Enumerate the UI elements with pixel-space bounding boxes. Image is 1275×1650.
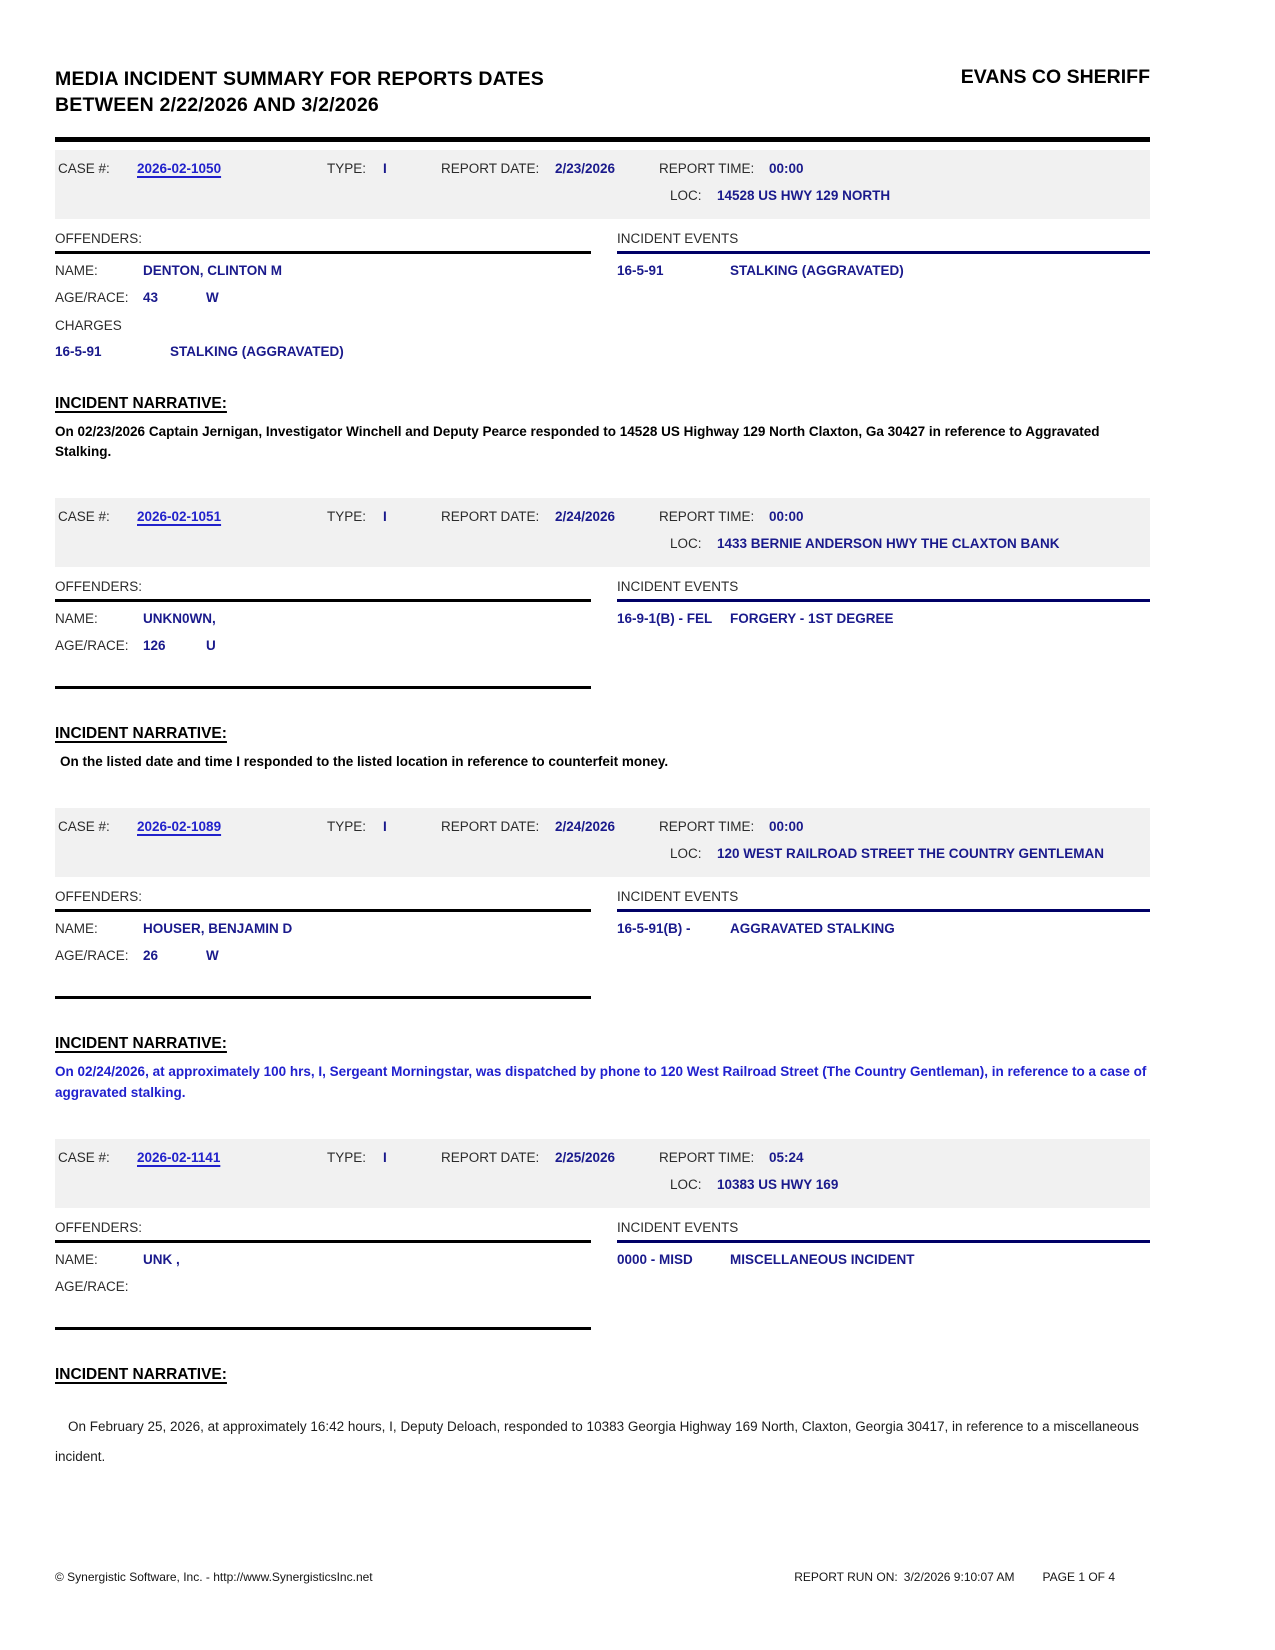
case-label: CASE #: (58, 509, 110, 525)
location-label: LOC: (670, 536, 702, 552)
report-date-label: REPORT DATE: (441, 1149, 540, 1165)
header-divider (55, 137, 1150, 142)
incident-events-heading: INCIDENT EVENTS (617, 1219, 739, 1235)
charge-code: 16-5-91 (55, 343, 102, 359)
location-row (58, 1177, 1150, 1195)
narrative-text: On February 25, 2026, at approximately 16:42 hours, I, Deputy Deloach, responded to 10383 Georgia Highway 169 North, Claxton, Georgia 30417, in reference to a miscellaneous incident. (55, 1418, 1139, 1464)
event-row (617, 921, 1150, 936)
name-label: NAME: (55, 921, 98, 937)
type-label: TYPE: (327, 509, 367, 525)
case-header-band (55, 498, 1150, 567)
incident-events-heading: INCIDENT EVENTS (617, 579, 739, 595)
offenders-section (55, 579, 591, 689)
case-header-row (58, 819, 1150, 837)
incident-events-section (617, 231, 1150, 359)
offenders-close-divider (55, 686, 591, 689)
narrative-heading: INCIDENT NARRATIVE: (55, 1365, 227, 1383)
offenders-section (55, 889, 591, 999)
event-code: 16-9-1(B) - FEL (617, 611, 713, 627)
incident-events-divider (617, 251, 1150, 254)
type-label: TYPE: (327, 819, 367, 835)
event-description: AGGRAVATED STALKING (730, 921, 895, 937)
age-race-label: AGE/RACE: (55, 1278, 129, 1294)
offenders-section (55, 231, 591, 359)
location-value: 1433 BERNIE ANDERSON HWY THE CLAXTON BANK (717, 536, 1060, 552)
location-row (58, 846, 1150, 864)
location-value: 14528 US HWY 129 NORTH (717, 187, 891, 203)
type-value: I (383, 819, 387, 835)
charges-heading: CHARGES (55, 317, 122, 333)
event-code: 16-5-91(B) - (617, 921, 691, 937)
location-value: 10383 US HWY 169 (717, 1176, 839, 1192)
event-code: 0000 - MISD (617, 1251, 693, 1267)
charge-description: STALKING (AGGRAVATED) (170, 343, 344, 359)
case-number-link[interactable]: 2026-02-1051 (137, 509, 222, 525)
case-label: CASE #: (58, 1149, 110, 1165)
offenders-divider (55, 251, 591, 254)
case-label: CASE #: (58, 819, 110, 835)
offenders-heading: OFFENDERS: (55, 230, 143, 246)
report-time-value: 00:00 (769, 819, 804, 835)
case-header-band (55, 808, 1150, 877)
location-row (58, 188, 1150, 206)
report-run-timestamp: 3/2/2026 9:10:07 AM (903, 1570, 1015, 1584)
location-row (58, 536, 1150, 554)
name-row (55, 263, 591, 281)
incident-events-divider (617, 1240, 1150, 1243)
incident-events-divider (617, 599, 1150, 602)
case-columns (55, 579, 1150, 689)
event-description: MISCELLANEOUS INCIDENT (730, 1251, 915, 1267)
type-value: I (383, 1149, 387, 1165)
incident-events-heading: INCIDENT EVENTS (617, 889, 739, 905)
agency-name: EVANS CO SHERIFF (960, 66, 1150, 88)
page-title (55, 66, 544, 119)
type-label: TYPE: (327, 160, 367, 176)
age-race-row (55, 1279, 591, 1297)
offenders-heading: OFFENDERS: (55, 1219, 143, 1235)
report-time-label: REPORT TIME: (659, 160, 755, 176)
narrative-heading: INCIDENT NARRATIVE: (55, 394, 227, 412)
narrative-text: On 02/23/2026 Captain Jernigan, Investigator Winchell and Deputy Pearce responded to 14528 US Highway 129 North Claxton, Ga 30427 in reference to Aggravated Stalking. (55, 423, 1100, 459)
name-label: NAME: (55, 1251, 98, 1267)
case-columns (55, 1220, 1150, 1330)
page-number: PAGE 1 OF 4 (1042, 1570, 1115, 1584)
offenders-divider (55, 909, 591, 912)
offenders-divider (55, 1240, 591, 1243)
page-title-line2: BETWEEN 2/22/2026 AND 3/2/2026 (55, 94, 379, 117)
race-value: W (206, 948, 219, 964)
offender-name-value: DENTON, CLINTON M (143, 262, 283, 278)
report-time-label: REPORT TIME: (659, 509, 755, 525)
narrative-text: On 02/24/2026, at approximately 100 hrs, I, Sergeant Morningstar, was dispatched by phone to 120 West Railroad Street (The Country Gentleman), in reference to a case of aggravated stalking. (55, 1064, 1147, 1100)
name-row (55, 611, 591, 629)
name-row (55, 921, 591, 939)
case-block-1 (55, 150, 1150, 463)
offenders-heading: OFFENDERS: (55, 889, 143, 905)
report-time-label: REPORT TIME: (659, 819, 755, 835)
page-footer (55, 1570, 1150, 1584)
charge-row (55, 344, 591, 359)
incident-events-heading: INCIDENT EVENTS (617, 230, 739, 246)
location-label: LOC: (670, 1176, 702, 1192)
narrative-text: On the listed date and time I responded to the listed location in reference to counterfeit money. (60, 754, 669, 770)
incident-events-section (617, 1220, 1150, 1330)
narrative-heading: INCIDENT NARRATIVE: (55, 725, 227, 743)
incident-events-section (617, 579, 1150, 689)
offenders-section (55, 1220, 591, 1330)
case-block-4 (55, 1139, 1150, 1471)
age-race-row (55, 290, 591, 308)
report-run-label: REPORT RUN ON: (794, 1570, 898, 1584)
offenders-heading: OFFENDERS: (55, 579, 143, 595)
copyright-text: © Synergistic Software, Inc. - http://www.SynergisticsInc.net (55, 1570, 373, 1584)
type-label: TYPE: (327, 1149, 367, 1165)
offenders-divider (55, 599, 591, 602)
age-value: 126 (143, 638, 166, 654)
case-label: CASE #: (58, 160, 110, 176)
incident-events-section (617, 889, 1150, 999)
type-value: I (383, 160, 387, 176)
age-race-label: AGE/RACE: (55, 638, 129, 654)
report-date-label: REPORT DATE: (441, 819, 540, 835)
event-row (617, 611, 1150, 626)
name-label: NAME: (55, 262, 98, 278)
case-header-row (58, 509, 1150, 527)
report-time-value: 05:24 (769, 1149, 804, 1165)
narrative-heading: INCIDENT NARRATIVE: (55, 1035, 227, 1053)
report-date-value: 2/24/2026 (555, 509, 616, 525)
offenders-close-divider (55, 996, 591, 999)
type-value: I (383, 509, 387, 525)
case-columns (55, 231, 1150, 359)
report-time-value: 00:00 (769, 509, 804, 525)
report-date-label: REPORT DATE: (441, 160, 540, 176)
age-race-label: AGE/RACE: (55, 289, 129, 305)
race-value: U (206, 638, 216, 654)
case-columns (55, 889, 1150, 999)
offender-name-value: HOUSER, BENJAMIN D (143, 921, 293, 937)
event-description: FORGERY - 1ST DEGREE (730, 611, 894, 627)
report-header (55, 66, 1150, 119)
case-number-link[interactable]: 2026-02-1089 (137, 819, 222, 835)
case-number-link[interactable]: 2026-02-1141 (137, 1149, 221, 1165)
offender-name-value: UNKN0WN, (143, 611, 216, 627)
report-time-label: REPORT TIME: (659, 1149, 755, 1165)
report-run-info (794, 1570, 1115, 1584)
offenders-close-divider (55, 1327, 591, 1330)
report-date-value: 2/25/2026 (555, 1149, 616, 1165)
event-row (617, 263, 1150, 278)
offender-name-value: UNK , (143, 1251, 180, 1267)
report-time-value: 00:00 (769, 160, 804, 176)
age-value: 43 (143, 289, 159, 305)
case-block-2 (55, 498, 1150, 772)
case-number-link[interactable]: 2026-02-1050 (137, 160, 222, 176)
case-header-row (58, 161, 1150, 179)
age-race-row (55, 638, 591, 656)
age-race-row (55, 948, 591, 966)
name-label: NAME: (55, 611, 98, 627)
case-header-row (58, 1150, 1150, 1168)
event-code: 16-5-91 (617, 262, 664, 278)
report-date-label: REPORT DATE: (441, 509, 540, 525)
age-value: 26 (143, 948, 159, 964)
page-title-line1: MEDIA INCIDENT SUMMARY FOR REPORTS DATES (55, 68, 545, 90)
location-label: LOC: (670, 187, 702, 203)
incident-events-divider (617, 909, 1150, 912)
report-date-value: 2/23/2026 (555, 160, 616, 176)
case-header-band (55, 1139, 1150, 1208)
report-date-value: 2/24/2026 (555, 819, 616, 835)
event-description: STALKING (AGGRAVATED) (730, 262, 904, 278)
name-row (55, 1252, 591, 1270)
race-value: W (206, 289, 219, 305)
age-race-label: AGE/RACE: (55, 948, 129, 964)
case-block-3 (55, 808, 1150, 1103)
event-row (617, 1252, 1150, 1267)
location-label: LOC: (670, 846, 702, 862)
location-value: 120 WEST RAILROAD STREET THE COUNTRY GENTLEMAN (717, 846, 1105, 862)
case-header-band (55, 150, 1150, 219)
